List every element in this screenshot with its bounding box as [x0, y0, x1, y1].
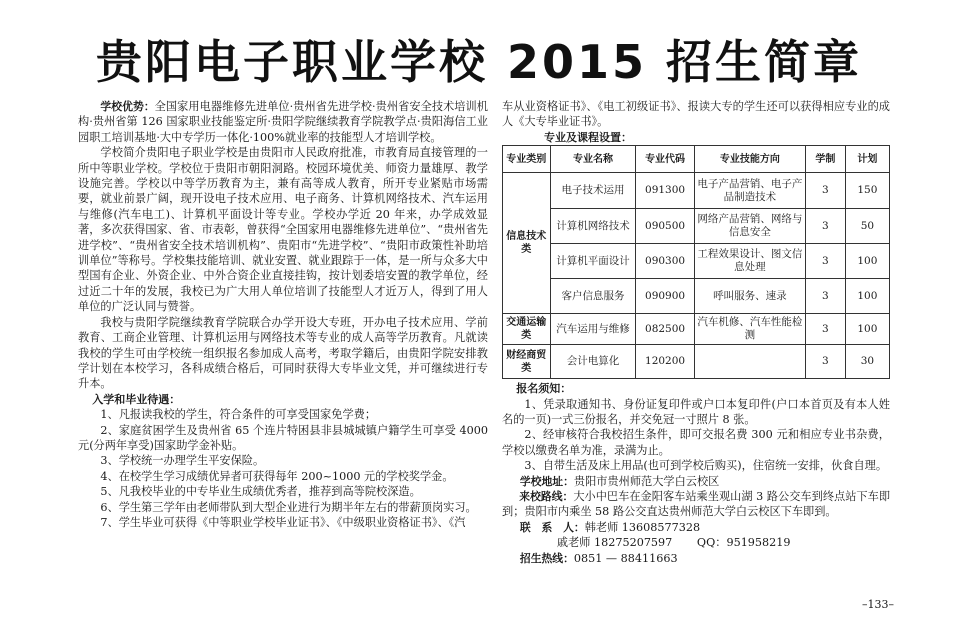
major-name: 计算机网络技术 [550, 209, 636, 244]
table-row [503, 173, 890, 209]
advantages-paragraph [78, 99, 488, 145]
plan: 100 [845, 314, 889, 345]
major-name: 计算机平面设计 [550, 244, 636, 279]
cooperation-paragraph: 我校与贵阳学院继续教育学院联合办学开设大专班，开办电子技术应用、学前教育、工商企业管理、计算机运用与网络技术等专业的成人高等学历教育。凡就读我校的学生可由学校统一组织报名参加成人高考，考取学籍后，由贵阳学院安排教学计划在本校学习，各科成绩合格后，可同时获得大专毕业文凭，并可继续进行专升本。 [78, 315, 488, 391]
admission-heading: 入学和毕业待遇： [92, 392, 181, 406]
hotline-number: 0851 — 88411663 [573, 551, 678, 565]
skill-direction: 汽车机修、汽车性能检测 [694, 314, 805, 345]
page-title: 贵阳电子职业学校 2015 招生简章 [95, 35, 863, 89]
admission-item-7: 7、学生毕业可获得《中等职业学校毕业证书》、《中级职业资格证书》、《汽 [100, 515, 466, 529]
header-category: 专业类别 [503, 146, 551, 173]
admission-item-3: 3、学校统一办理学生平安保险。 [100, 454, 265, 468]
notice-item-2: 2、经审核符合我校招生条件，即可交报名费 300 元和相应专业书杂费，学校以缴费名单为准，录满为止。 [502, 428, 890, 457]
skill-direction: 电子产品营销、电子产品制造技术 [694, 173, 805, 209]
skill-direction [694, 345, 805, 379]
left-column [78, 99, 488, 530]
contact-line-2 [502, 535, 890, 550]
qq-number: QQ：951958219 [696, 536, 791, 550]
route-text: 大小中巴车在金阳客车站乘坐观山湖 3 路公交车到终点站下车即到；贵阳市内乘坐 58 路公交直达贵州师范大学白云校区下车即到。 [502, 490, 891, 519]
table-row [503, 314, 890, 345]
admission-item-2: 2、家庭贫困学生及贵州省 65 个连片特困县非县城城镇户籍学生可享受 4000 元(分两年享受)国家助学金补贴。 [78, 423, 488, 452]
advantages-label: 学校优势： [100, 100, 155, 113]
contact-label: 联 系 人： [519, 520, 585, 534]
years: 3 [805, 209, 845, 244]
table-header-row [503, 146, 890, 173]
major-code: 082500 [636, 314, 694, 345]
major-name: 客户信息服务 [550, 279, 636, 314]
table-row [503, 244, 890, 279]
plan: 30 [845, 345, 889, 379]
table-row [503, 345, 890, 379]
admission-item-1: 1、凡报读我校的学生，符合条件的可享受国家免学费； [100, 408, 377, 422]
header-major-name: 专业名称 [550, 146, 636, 173]
skill-direction: 网络产品营销、网络与信息安全 [694, 209, 805, 244]
plan: 100 [845, 279, 889, 314]
address-label: 学校地址： [519, 474, 574, 488]
category-finance: 财经商贸类 [503, 345, 551, 379]
hotline-line [502, 551, 890, 566]
plan: 50 [845, 209, 889, 244]
skill-direction: 工程效果设计、图文信息处理 [694, 244, 805, 279]
header-years: 学制 [805, 146, 845, 173]
contact-1: 韩老师 13608577328 [584, 520, 701, 534]
plan: 150 [845, 173, 889, 209]
hotline-label: 招生热线： [519, 551, 574, 565]
admission-item-5: 5、凡我校毕业的中专毕业生成绩优秀者，推荐到高等院校深造。 [100, 485, 421, 499]
skill-direction: 呼叫服务、速录 [694, 279, 805, 314]
years: 3 [805, 279, 845, 314]
intro-paragraph: 学校简介贵阳电子职业学校是由贵阳市人民政府批准，市教育局直接管理的一所中等职业学校。学校位于贵阳市朝阳洞路。校园环境优美、师资力量雄厚、教学设施完善。学校以中等学历教育为主，兼有高等成人教育，所开专业紧贴市场需要，就业前景广阔，现开设电子技术应用、电子商务、计算机网络技术、汽车运用与维修(汽车电工)、计算机平面设计等专业。学校办学近 20 年来，办学成效显著，多次获得国家、省、市表彰，曾获得“全国家用电器维修先进单位”、“贵州省先进学校”、“贵州省安全技术培训机构”、贵阳市“先进学校”、“贵阳市政策性补助培训单位”等称号。学校集技能培训、就业安置、就业跟踪于一体，是一所与众多大中型国有企业、外资企业、中外合资企业直接挂钩，按计划委培安置的教学单位，经过近二十年的发展，我校已为广大用人单位培训了技能型人才近万人，得到了用人单位的广泛认同与赞誉。 [78, 146, 488, 314]
years: 3 [805, 345, 845, 379]
major-name: 会计电算化 [550, 345, 636, 379]
table-title: 专业及课程设置： [544, 130, 632, 144]
route-label: 来校路线： [519, 490, 574, 504]
header-skill-direction: 专业技能方向 [694, 146, 805, 173]
major-code: 091300 [636, 173, 694, 209]
advantages-text: 全国家用电器维修先进单位·贵州省先进学校·贵州省安全技术培训机构·贵州省第 126 国家职业技能鉴定所·贵阳学院继续教育学院教学点·贵阳海信工业园职工培训基地·大中专学历一体化·100%就业率的技能型人才培训学校。 [78, 100, 488, 144]
major-name: 汽车运用与维修 [550, 314, 636, 345]
plan: 100 [845, 244, 889, 279]
major-name: 电子技术运用 [550, 173, 636, 209]
page-number: –133– [862, 598, 894, 611]
address-text: 贵阳市贵州师范大学白云校区 [573, 474, 720, 488]
header-major-code: 专业代码 [636, 146, 694, 173]
notice-item-1: 1、凭录取通知书、身份证复印件或户口本复印件(户口本首页及有本人姓名的一页)一式三份报名，并交免冠一寸照片 8 张。 [502, 397, 890, 427]
years: 3 [805, 314, 845, 345]
notice-item-3: 3、自带生活及床上用品(也可到学校后购买)，住宿统一安排，伙食自理。 [524, 459, 888, 473]
years: 3 [805, 244, 845, 279]
admission-item-4: 4、在校学生学习成绩优异者可获得每年 200~1000 元的学校奖学金。 [100, 469, 454, 483]
major-code: 120200 [636, 345, 694, 379]
table-row [503, 279, 890, 314]
right-column [502, 99, 890, 566]
category-transport: 交通运输类 [503, 314, 551, 345]
notice-heading: 报名须知： [516, 382, 572, 396]
table-row [503, 209, 890, 244]
major-code: 090300 [636, 244, 694, 279]
course-table [502, 145, 890, 379]
address-line [502, 474, 890, 489]
years: 3 [805, 173, 845, 209]
major-code: 090500 [636, 209, 694, 244]
route-line [502, 489, 890, 520]
admission-item-6: 6、学生第三学年由老师带队到大型企业进行为期半年左右的带薪顶岗实习。 [100, 500, 477, 514]
contact-2: 戚老师 18275207597 [556, 536, 673, 550]
header-plan: 计划 [845, 146, 889, 173]
major-code: 090900 [636, 279, 694, 314]
category-it: 信息技术类 [503, 173, 551, 314]
contact-line-1 [502, 520, 890, 535]
continued-paragraph: 车从业资格证书》、《电工初级证书》、报读大专的学生还可以获得相应专业的成人《大专毕业证书》。 [502, 100, 890, 129]
